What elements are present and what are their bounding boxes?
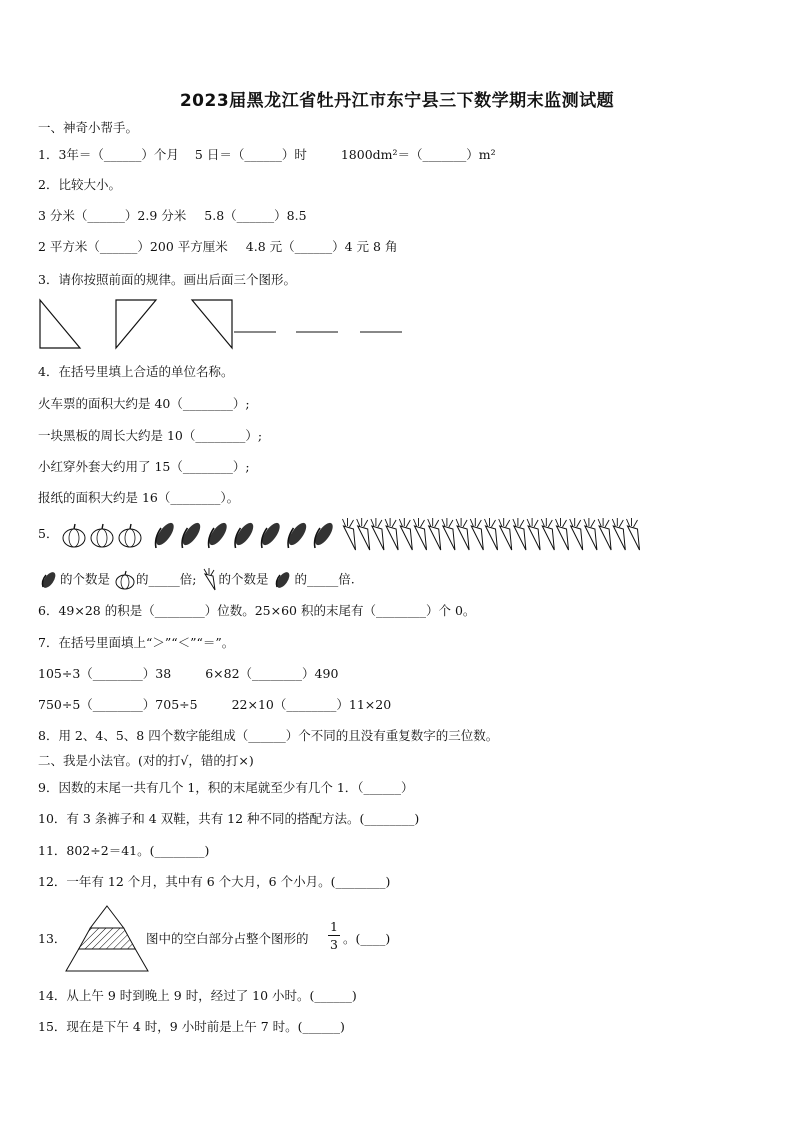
q7-r1a: 105÷3（________）38 (38, 666, 172, 681)
pumpkin-icon (114, 570, 136, 590)
carrot-icon (414, 518, 427, 550)
q7-r2b: 22×10（________）11×20 (231, 697, 392, 712)
corn-icon (180, 520, 204, 548)
q5-text-4: 的_____倍. (294, 571, 355, 587)
question-2-row-2 (38, 239, 397, 255)
carrot-icon (598, 518, 611, 550)
fraction-bar (328, 935, 340, 936)
q1-part-b: 5 日＝（______）时 (194, 147, 307, 162)
question-12: 12．一年有 12 个月，其中有 6 个大月，6 个小月。(________) (38, 874, 391, 889)
pumpkin-icon (63, 524, 85, 547)
question-4-stem: 4．在括号里填上合适的单位名称。 (38, 364, 234, 379)
carrot-icon (499, 518, 512, 550)
question-5-sentence (38, 568, 355, 592)
question-6: 6．49×28 的积是（________）位数。25×60 积的末尾有（________）个 0。 (38, 603, 476, 618)
corn-icon (286, 520, 310, 548)
question-3-stem: 3．请你按照前面的规律。画出后面三个图形。 (38, 272, 296, 287)
question-5-icon-row (62, 516, 602, 552)
question-11: 11．802÷2＝41。(________) (38, 843, 210, 858)
carrot-icon (556, 518, 569, 550)
carrot-icon (541, 518, 554, 550)
carrot-icon (513, 518, 526, 550)
triangle-middle-hatched-part (79, 928, 136, 949)
triangle-shape-1 (40, 300, 80, 348)
question-13-tail: 。(____) (343, 931, 391, 946)
carrot-icon (385, 518, 398, 550)
q1-part-a: 1．3年＝（______）个月 (38, 147, 179, 162)
question-13-number: 13． (38, 931, 67, 946)
carrot-icon (399, 518, 412, 550)
q2-r1b: 5.8（______）8.5 (204, 208, 307, 223)
question-2-row-1 (38, 208, 307, 224)
triangle-shape-2 (116, 300, 156, 348)
section-2-heading: 二、我是小法官。(对的打√，错的打×) (38, 753, 254, 768)
q2-r2a: 2 平方米（______）200 平方厘米 (38, 239, 228, 254)
carrot-icon (470, 518, 483, 550)
carrot-icon (343, 518, 356, 550)
question-4-line-2: 一块黑板的周长大约是 10（________）; (38, 428, 263, 443)
q5-text-1: 的个数是 (60, 571, 111, 587)
carrot-icon (584, 518, 597, 550)
corn-icon (153, 520, 177, 548)
section-1-heading: 一、神奇小帮手。 (38, 120, 139, 135)
q2-r1a: 3 分米（______）2.9 分米 (38, 208, 187, 223)
carrot-icon (570, 518, 583, 550)
fraction-one-third (328, 919, 340, 952)
question-14: 14．从上午 9 时到晚上 9 时，经过了 10 小时。(______) (38, 988, 357, 1003)
question-4-line-3: 小红穿外套大约用了 15（________）; (38, 459, 250, 474)
q2-r2b: 4.8 元（______）4 元 8 角 (245, 239, 398, 254)
hatched-triangle-figure (66, 904, 150, 974)
question-7-row-1 (38, 666, 338, 682)
carrot-icon (357, 518, 370, 550)
question-4-line-1: 火车票的面积大约是 40（________）; (38, 396, 250, 411)
triangle-pattern-figure (38, 298, 408, 353)
carrot-icon (527, 518, 540, 550)
page-title: 2023届黑龙江省牡丹江市东宁县三下数学期末监测试题 (179, 91, 615, 111)
corn-icon (206, 520, 230, 548)
carrot-icon (200, 568, 218, 592)
carrot-icon (442, 518, 455, 550)
carrot-icon (612, 518, 625, 550)
q5-text-3: 的个数是 (218, 571, 269, 587)
corn-icon (38, 569, 60, 591)
question-5-number: 5． (38, 526, 59, 541)
triangle-bottom-part (66, 949, 148, 971)
fraction-numerator: 1 (330, 919, 338, 934)
q7-r1b: 6×82（________）490 (205, 666, 339, 681)
pumpkin-icon (91, 524, 113, 547)
question-9: 9．因数的末尾一共有几个 1，积的末尾就至少有几个 1．（______） (38, 780, 414, 795)
question-1 (38, 147, 496, 163)
question-13-text: 图中的空白部分占整个图形的 (146, 931, 309, 946)
question-4-line-4: 报纸的面积大约是 16（________）。 (38, 490, 240, 505)
corn-icon (259, 520, 283, 548)
corn-icon (312, 520, 336, 548)
carrot-icon (456, 518, 469, 550)
corn-icon (233, 520, 257, 548)
triangle-shape-3 (192, 300, 232, 348)
carrot-icon (485, 518, 498, 550)
carrot-icon (371, 518, 384, 550)
fraction-denominator: 3 (330, 937, 338, 952)
triangle-top-part (90, 906, 123, 928)
pumpkin-icon (119, 524, 141, 547)
q1-part-c: 1800dm²＝（_______）m² (340, 147, 496, 162)
q7-r2a: 750÷5（________）705÷5 (38, 697, 198, 712)
question-2-stem: 2．比较大小。 (38, 177, 121, 192)
question-8: 8．用 2、4、5、8 四个数字能组成（______）个不同的且没有重复数字的三位数。 (38, 728, 499, 743)
corn-icon (272, 569, 294, 591)
carrot-icon (428, 518, 441, 550)
question-15: 15．现在是下午 4 时，9 小时前是上午 7 时。(______) (38, 1019, 345, 1034)
question-10: 10．有 3 条裤子和 4 双鞋，共有 12 种不同的搭配方法。(________) (38, 811, 420, 826)
question-7-row-2 (38, 697, 391, 713)
carrot-icon (627, 518, 640, 550)
q5-text-2: 的_____倍; (136, 571, 197, 587)
question-7-stem: 7．在括号里面填上“＞”“＜”“＝”。 (38, 635, 235, 650)
